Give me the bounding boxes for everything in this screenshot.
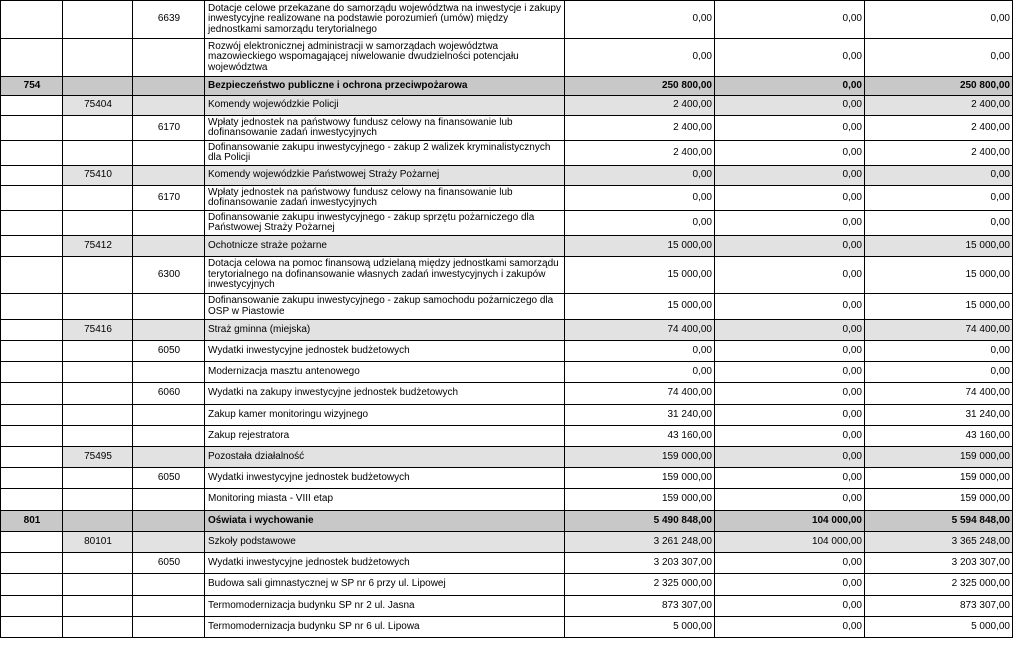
description-cell: Wydatki inwestycyjne jednostek budżetowych bbox=[205, 553, 565, 574]
paragraph-row bbox=[1, 341, 1013, 362]
task-row bbox=[1, 405, 1013, 426]
description-cell: Modernizacja masztu antenowego bbox=[205, 362, 565, 383]
task-row bbox=[1, 362, 1013, 383]
amount-before-cell: 2 400,00 bbox=[565, 141, 715, 166]
amount-after-cell: 0,00 bbox=[865, 362, 1013, 383]
amount-before-cell: 15 000,00 bbox=[565, 236, 715, 257]
amount-before-cell: 250 800,00 bbox=[565, 77, 715, 96]
amount-change-cell: 0,00 bbox=[715, 294, 865, 320]
amount-change-cell: 0,00 bbox=[715, 257, 865, 294]
amount-after-cell: 0,00 bbox=[865, 211, 1013, 236]
amount-after-cell: 873 307,00 bbox=[865, 596, 1013, 617]
chapter-code-cell bbox=[63, 116, 133, 141]
chapter-code-cell bbox=[63, 574, 133, 596]
section-code-cell bbox=[1, 96, 63, 116]
amount-after-cell: 0,00 bbox=[865, 341, 1013, 362]
section-code-cell bbox=[1, 320, 63, 341]
description-cell: Monitoring miasta - VIII etap bbox=[205, 489, 565, 511]
amount-after-cell: 2 400,00 bbox=[865, 96, 1013, 116]
paragraph-code-cell bbox=[133, 596, 205, 617]
amount-change-cell: 0,00 bbox=[715, 341, 865, 362]
amount-after-cell: 159 000,00 bbox=[865, 447, 1013, 468]
chapter-code-cell bbox=[63, 294, 133, 320]
section-code-cell bbox=[1, 294, 63, 320]
amount-change-cell: 0,00 bbox=[715, 405, 865, 426]
amount-after-cell: 5 000,00 bbox=[865, 617, 1013, 638]
description-cell: Zakup kamer monitoringu wizyjnego bbox=[205, 405, 565, 426]
description-cell: Wydatki na zakupy inwestycyjne jednostek budżetowych bbox=[205, 383, 565, 405]
task-row bbox=[1, 211, 1013, 236]
amount-before-cell: 43 160,00 bbox=[565, 426, 715, 447]
chapter-code-cell: 75404 bbox=[63, 96, 133, 116]
amount-change-cell: 104 000,00 bbox=[715, 511, 865, 532]
section-code-cell bbox=[1, 257, 63, 294]
amount-change-cell: 0,00 bbox=[715, 39, 865, 77]
paragraph-code-cell bbox=[133, 236, 205, 257]
amount-before-cell: 15 000,00 bbox=[565, 294, 715, 320]
description-cell: Ochotnicze straże pożarne bbox=[205, 236, 565, 257]
section-code-cell bbox=[1, 341, 63, 362]
chapter-code-cell: 75412 bbox=[63, 236, 133, 257]
paragraph-code-cell: 6050 bbox=[133, 553, 205, 574]
amount-after-cell: 2 400,00 bbox=[865, 141, 1013, 166]
chapter-code-cell bbox=[63, 468, 133, 489]
paragraph-code-cell bbox=[133, 574, 205, 596]
paragraph-code-cell: 6060 bbox=[133, 383, 205, 405]
amount-change-cell: 0,00 bbox=[715, 617, 865, 638]
chapter-row bbox=[1, 166, 1013, 186]
description-cell: Rozwój elektronicznej administracji w samorządach województwa mazowieckiego wspomagającej niwelowanie dwudzielności potencjału województwa bbox=[205, 39, 565, 77]
paragraph-code-cell bbox=[133, 426, 205, 447]
amount-change-cell: 0,00 bbox=[715, 211, 865, 236]
chapter-code-cell: 75410 bbox=[63, 166, 133, 186]
description-cell: Wydatki inwestycyjne jednostek budżetowych bbox=[205, 468, 565, 489]
paragraph-row bbox=[1, 1, 1013, 39]
amount-after-cell: 15 000,00 bbox=[865, 236, 1013, 257]
section-code-cell bbox=[1, 574, 63, 596]
chapter-row bbox=[1, 532, 1013, 553]
section-code-cell bbox=[1, 116, 63, 141]
paragraph-code-cell bbox=[133, 166, 205, 186]
chapter-code-cell bbox=[63, 489, 133, 511]
amount-after-cell: 31 240,00 bbox=[865, 405, 1013, 426]
amount-after-cell: 0,00 bbox=[865, 39, 1013, 77]
paragraph-code-cell: 6639 bbox=[133, 1, 205, 39]
chapter-row bbox=[1, 447, 1013, 468]
paragraph-code-cell bbox=[133, 294, 205, 320]
paragraph-code-cell bbox=[133, 617, 205, 638]
paragraph-row bbox=[1, 116, 1013, 141]
amount-change-cell: 0,00 bbox=[715, 141, 865, 166]
task-row bbox=[1, 141, 1013, 166]
chapter-code-cell: 75495 bbox=[63, 447, 133, 468]
description-cell: Pozostała działalność bbox=[205, 447, 565, 468]
amount-before-cell: 2 400,00 bbox=[565, 96, 715, 116]
amount-after-cell: 74 400,00 bbox=[865, 320, 1013, 341]
table-body bbox=[1, 1, 1013, 638]
chapter-code-cell bbox=[63, 553, 133, 574]
amount-change-cell: 104 000,00 bbox=[715, 532, 865, 553]
task-row bbox=[1, 39, 1013, 77]
section-code-cell bbox=[1, 1, 63, 39]
chapter-code-cell bbox=[63, 405, 133, 426]
amount-before-cell: 0,00 bbox=[565, 211, 715, 236]
section-code-cell bbox=[1, 617, 63, 638]
paragraph-code-cell bbox=[133, 447, 205, 468]
amount-before-cell: 0,00 bbox=[565, 362, 715, 383]
description-cell: Komendy wojewódzkie Państwowej Straży Pożarnej bbox=[205, 166, 565, 186]
chapter-code-cell bbox=[63, 77, 133, 96]
chapter-code-cell: 75416 bbox=[63, 320, 133, 341]
section-code-cell bbox=[1, 39, 63, 77]
section-code-cell: 754 bbox=[1, 77, 63, 96]
task-row bbox=[1, 574, 1013, 596]
section-code-cell: 801 bbox=[1, 511, 63, 532]
amount-change-cell: 0,00 bbox=[715, 236, 865, 257]
amount-after-cell: 3 365 248,00 bbox=[865, 532, 1013, 553]
chapter-code-cell bbox=[63, 426, 133, 447]
amount-after-cell: 74 400,00 bbox=[865, 383, 1013, 405]
amount-before-cell: 873 307,00 bbox=[565, 596, 715, 617]
description-cell: Wpłaty jednostek na państwowy fundusz celowy na finansowanie lub dofinansowanie zadań inwestycyjnych bbox=[205, 186, 565, 211]
description-cell: Dofinansowanie zakupu inwestycyjnego - zakup 2 walizek kryminalistycznych dla Policji bbox=[205, 141, 565, 166]
section-code-cell bbox=[1, 383, 63, 405]
paragraph-row bbox=[1, 383, 1013, 405]
chapter-code-cell bbox=[63, 211, 133, 236]
paragraph-row bbox=[1, 468, 1013, 489]
amount-after-cell: 43 160,00 bbox=[865, 426, 1013, 447]
paragraph-code-cell: 6050 bbox=[133, 341, 205, 362]
amount-after-cell: 250 800,00 bbox=[865, 77, 1013, 96]
section-code-cell bbox=[1, 426, 63, 447]
paragraph-row bbox=[1, 257, 1013, 294]
amount-before-cell: 2 325 000,00 bbox=[565, 574, 715, 596]
chapter-code-cell bbox=[63, 141, 133, 166]
paragraph-code-cell: 6170 bbox=[133, 116, 205, 141]
amount-after-cell: 2 400,00 bbox=[865, 116, 1013, 141]
amount-after-cell: 159 000,00 bbox=[865, 489, 1013, 511]
description-cell: Dotacje celowe przekazane do samorządu województwa na inwestycje i zakupy inwestycyjne realizowane na podstawie porozumień (umów) między jednostkami samorządu terytorialnego bbox=[205, 1, 565, 39]
description-cell: Szkoły podstawowe bbox=[205, 532, 565, 553]
section-code-cell bbox=[1, 166, 63, 186]
paragraph-code-cell bbox=[133, 362, 205, 383]
paragraph-code-cell bbox=[133, 489, 205, 511]
paragraph-code-cell bbox=[133, 96, 205, 116]
amount-before-cell: 2 400,00 bbox=[565, 116, 715, 141]
section-code-cell bbox=[1, 489, 63, 511]
section-code-cell bbox=[1, 211, 63, 236]
amount-after-cell: 159 000,00 bbox=[865, 468, 1013, 489]
paragraph-code-cell: 6170 bbox=[133, 186, 205, 211]
amount-before-cell: 15 000,00 bbox=[565, 257, 715, 294]
amount-after-cell: 0,00 bbox=[865, 1, 1013, 39]
description-cell: Dofinansowanie zakupu inwestycyjnego - zakup samochodu pożarniczego dla OSP w Piastowie bbox=[205, 294, 565, 320]
task-row bbox=[1, 489, 1013, 511]
amount-before-cell: 0,00 bbox=[565, 186, 715, 211]
amount-change-cell: 0,00 bbox=[715, 166, 865, 186]
description-cell: Wydatki inwestycyjne jednostek budżetowych bbox=[205, 341, 565, 362]
paragraph-code-cell bbox=[133, 39, 205, 77]
description-cell: Oświata i wychowanie bbox=[205, 511, 565, 532]
section-code-cell bbox=[1, 532, 63, 553]
amount-before-cell: 3 203 307,00 bbox=[565, 553, 715, 574]
paragraph-row bbox=[1, 186, 1013, 211]
paragraph-code-cell bbox=[133, 405, 205, 426]
description-cell: Wpłaty jednostek na państwowy fundusz celowy na finansowanie lub dofinansowanie zadań inwestycyjnych bbox=[205, 116, 565, 141]
amount-change-cell: 0,00 bbox=[715, 383, 865, 405]
paragraph-code-cell bbox=[133, 320, 205, 341]
amount-before-cell: 159 000,00 bbox=[565, 489, 715, 511]
chapter-row bbox=[1, 96, 1013, 116]
paragraph-code-cell bbox=[133, 511, 205, 532]
amount-change-cell: 0,00 bbox=[715, 426, 865, 447]
amount-change-cell: 0,00 bbox=[715, 447, 865, 468]
description-cell: Komendy wojewódzkie Policji bbox=[205, 96, 565, 116]
chapter-code-cell bbox=[63, 617, 133, 638]
amount-before-cell: 159 000,00 bbox=[565, 447, 715, 468]
amount-after-cell: 2 325 000,00 bbox=[865, 574, 1013, 596]
chapter-code-cell bbox=[63, 362, 133, 383]
amount-before-cell: 31 240,00 bbox=[565, 405, 715, 426]
amount-before-cell: 5 000,00 bbox=[565, 617, 715, 638]
task-row bbox=[1, 426, 1013, 447]
section-code-cell bbox=[1, 236, 63, 257]
amount-change-cell: 0,00 bbox=[715, 362, 865, 383]
section-code-cell bbox=[1, 141, 63, 166]
section-code-cell bbox=[1, 596, 63, 617]
section-code-cell bbox=[1, 362, 63, 383]
amount-change-cell: 0,00 bbox=[715, 596, 865, 617]
paragraph-code-cell bbox=[133, 77, 205, 96]
amount-before-cell: 74 400,00 bbox=[565, 320, 715, 341]
paragraph-code-cell bbox=[133, 141, 205, 166]
paragraph-code-cell: 6050 bbox=[133, 468, 205, 489]
amount-change-cell: 0,00 bbox=[715, 574, 865, 596]
chapter-code-cell: 80101 bbox=[63, 532, 133, 553]
section-code-cell bbox=[1, 447, 63, 468]
chapter-code-cell bbox=[63, 39, 133, 77]
section-code-cell bbox=[1, 553, 63, 574]
amount-change-cell: 0,00 bbox=[715, 489, 865, 511]
chapter-code-cell bbox=[63, 1, 133, 39]
amount-before-cell: 0,00 bbox=[565, 341, 715, 362]
task-row bbox=[1, 294, 1013, 320]
amount-before-cell: 0,00 bbox=[565, 39, 715, 77]
task-row bbox=[1, 617, 1013, 638]
paragraph-code-cell: 6300 bbox=[133, 257, 205, 294]
task-row bbox=[1, 596, 1013, 617]
paragraph-row bbox=[1, 553, 1013, 574]
amount-before-cell: 159 000,00 bbox=[565, 468, 715, 489]
paragraph-code-cell bbox=[133, 532, 205, 553]
amount-after-cell: 5 594 848,00 bbox=[865, 511, 1013, 532]
amount-before-cell: 5 490 848,00 bbox=[565, 511, 715, 532]
description-cell: Dofinansowanie zakupu inwestycyjnego - zakup sprzętu pożarniczego dla Państwowej Straży Pożarnej bbox=[205, 211, 565, 236]
amount-change-cell: 0,00 bbox=[715, 320, 865, 341]
amount-change-cell: 0,00 bbox=[715, 77, 865, 96]
description-cell: Straż gminna (miejska) bbox=[205, 320, 565, 341]
amount-change-cell: 0,00 bbox=[715, 96, 865, 116]
chapter-code-cell bbox=[63, 186, 133, 211]
amount-before-cell: 0,00 bbox=[565, 166, 715, 186]
amount-before-cell: 74 400,00 bbox=[565, 383, 715, 405]
amount-change-cell: 0,00 bbox=[715, 186, 865, 211]
amount-after-cell: 15 000,00 bbox=[865, 294, 1013, 320]
chapter-code-cell bbox=[63, 596, 133, 617]
section-code-cell bbox=[1, 468, 63, 489]
amount-after-cell: 3 203 307,00 bbox=[865, 553, 1013, 574]
description-cell: Termomodernizacja budynku SP nr 6 ul. Lipowa bbox=[205, 617, 565, 638]
section-row bbox=[1, 511, 1013, 532]
chapter-row bbox=[1, 236, 1013, 257]
section-row bbox=[1, 77, 1013, 96]
description-cell: Dotacja celowa na pomoc finansową udzielaną między jednostkami samorządu terytorialnego na dofinansowanie własnych zadań inwestycyjnych i zakupów inwestycyjnych bbox=[205, 257, 565, 294]
chapter-row bbox=[1, 320, 1013, 341]
section-code-cell bbox=[1, 405, 63, 426]
chapter-code-cell bbox=[63, 383, 133, 405]
amount-before-cell: 0,00 bbox=[565, 1, 715, 39]
description-cell: Budowa sali gimnastycznej w SP nr 6 przy ul. Lipowej bbox=[205, 574, 565, 596]
chapter-code-cell bbox=[63, 341, 133, 362]
amount-after-cell: 15 000,00 bbox=[865, 257, 1013, 294]
amount-change-cell: 0,00 bbox=[715, 553, 865, 574]
amount-after-cell: 0,00 bbox=[865, 166, 1013, 186]
description-cell: Zakup rejestratora bbox=[205, 426, 565, 447]
amount-before-cell: 3 261 248,00 bbox=[565, 532, 715, 553]
chapter-code-cell bbox=[63, 511, 133, 532]
amount-change-cell: 0,00 bbox=[715, 468, 865, 489]
description-cell: Bezpieczeństwo publiczne i ochrona przeciwpożarowa bbox=[205, 77, 565, 96]
chapter-code-cell bbox=[63, 257, 133, 294]
amount-after-cell: 0,00 bbox=[865, 186, 1013, 211]
paragraph-code-cell bbox=[133, 211, 205, 236]
amount-change-cell: 0,00 bbox=[715, 116, 865, 141]
section-code-cell bbox=[1, 186, 63, 211]
amount-change-cell: 0,00 bbox=[715, 1, 865, 39]
description-cell: Termomodernizacja budynku SP nr 2 ul. Jasna bbox=[205, 596, 565, 617]
